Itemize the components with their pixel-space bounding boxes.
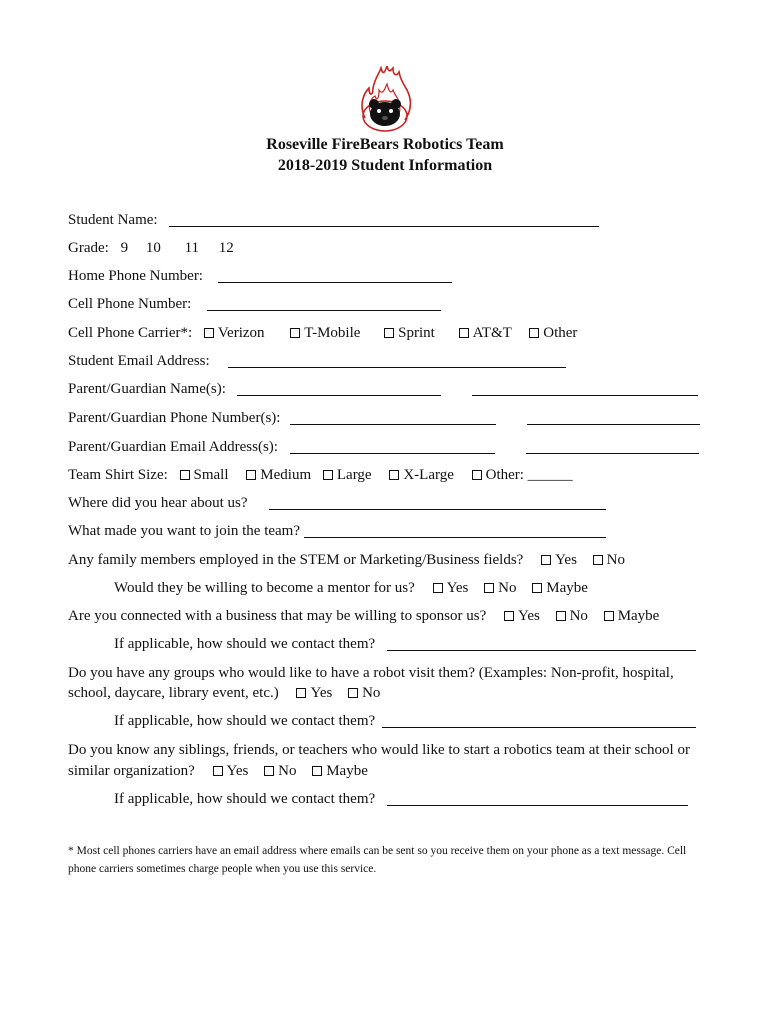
- robot-visit-contact-field[interactable]: [382, 715, 696, 728]
- checkbox-icon[interactable]: [484, 583, 494, 593]
- checkbox-icon[interactable]: [290, 328, 300, 338]
- checkbox-icon[interactable]: [264, 766, 274, 776]
- robot-visit-yes[interactable]: Yes: [296, 685, 332, 701]
- checkbox-icon[interactable]: [433, 583, 443, 593]
- parent-email-field-1[interactable]: [290, 441, 495, 454]
- home-phone-label: Home Phone Number:: [68, 268, 203, 284]
- carrier-option-verizon[interactable]: Verizon: [204, 325, 265, 341]
- sponsor-yes[interactable]: Yes: [504, 608, 540, 624]
- student-email-row: [68, 353, 210, 370]
- mentor-no[interactable]: No: [484, 580, 516, 596]
- shirt-option-medium[interactable]: Medium: [246, 467, 311, 483]
- stem-family-label: Any family members employed in the STEM or Marketing/Business fields?: [68, 552, 524, 568]
- grade-option-11[interactable]: 11: [184, 240, 200, 256]
- robot-visit-label-2: school, daycare, library event, etc.): [68, 685, 279, 701]
- checkbox-icon[interactable]: [323, 470, 333, 480]
- parent-phone-field-2[interactable]: [527, 412, 700, 425]
- checkbox-icon[interactable]: [504, 611, 514, 621]
- checkbox-icon[interactable]: [348, 688, 358, 698]
- cell-carrier-label: Cell Phone Carrier*:: [68, 325, 193, 341]
- shirt-option-large[interactable]: Large: [323, 467, 372, 483]
- hear-about-label: Where did you hear about us?: [68, 495, 248, 511]
- robot-visit-contact-label: If applicable, how should we contact them?: [114, 713, 376, 729]
- parent-emails-label: Parent/Guardian Email Address(s):: [68, 439, 278, 455]
- stem-family-no[interactable]: No: [593, 552, 625, 568]
- hear-about-row: [68, 495, 248, 512]
- mentor-label: Would they be willing to become a mentor for us?: [114, 580, 415, 596]
- checkbox-icon[interactable]: [180, 470, 190, 480]
- firebears-logo: [357, 66, 413, 134]
- cell-carrier-row: [68, 325, 577, 342]
- parent-email-field-2[interactable]: [526, 441, 699, 454]
- cell-phone-row: [68, 296, 191, 313]
- home-phone-row: [68, 268, 203, 285]
- sponsor-no[interactable]: No: [556, 608, 588, 624]
- sponsor-contact-field[interactable]: [387, 638, 696, 651]
- checkbox-icon[interactable]: [246, 470, 256, 480]
- carrier-option-att[interactable]: AT&T: [459, 325, 512, 341]
- student-name-label: Student Name:: [68, 212, 158, 228]
- carrier-option-other[interactable]: Other: [529, 325, 577, 341]
- grade-option-12[interactable]: 12: [218, 240, 234, 256]
- start-team-row-1: [68, 742, 690, 759]
- parent-names-row: [68, 381, 226, 398]
- robot-visit-row-1: [68, 665, 674, 682]
- parent-phones-label: Parent/Guardian Phone Number(s):: [68, 410, 281, 426]
- grade-option-10[interactable]: 10: [145, 240, 161, 256]
- robot-visit-row-2: [68, 685, 380, 702]
- checkbox-icon[interactable]: [593, 555, 603, 565]
- sponsor-contact-row: [114, 636, 375, 653]
- parent-name-field-2[interactable]: [472, 383, 698, 396]
- home-phone-field[interactable]: [218, 270, 452, 283]
- parent-names-label: Parent/Guardian Name(s):: [68, 381, 226, 397]
- hear-about-field[interactable]: [269, 497, 606, 510]
- checkbox-icon[interactable]: [389, 470, 399, 480]
- start-team-contact-row: [114, 791, 375, 808]
- grade-label: Grade:: [68, 240, 109, 256]
- start-team-row-2: [68, 763, 368, 780]
- robot-visit-label-1: Do you have any groups who would like to have a robot visit them? (Examples: Non-profit, hospital,: [68, 665, 674, 681]
- shirt-option-xlarge[interactable]: X-Large: [389, 467, 454, 483]
- sponsor-contact-label: If applicable, how should we contact them?: [114, 636, 376, 652]
- shirt-option-small[interactable]: Small: [180, 467, 229, 483]
- sponsor-label: Are you connected with a business that may be willing to sponsor us?: [68, 608, 487, 624]
- parent-emails-row: [68, 439, 278, 456]
- carrier-option-tmobile[interactable]: T-Mobile: [290, 325, 360, 341]
- checkbox-icon[interactable]: [472, 470, 482, 480]
- checkbox-icon[interactable]: [204, 328, 214, 338]
- grade-row: [68, 240, 234, 257]
- mentor-maybe[interactable]: Maybe: [532, 580, 588, 596]
- stem-family-yes[interactable]: Yes: [541, 552, 577, 568]
- stem-family-row: [68, 552, 625, 569]
- robot-visit-contact-row: [114, 713, 375, 730]
- shirt-option-other[interactable]: Other: ______: [472, 467, 573, 483]
- cell-phone-label: Cell Phone Number:: [68, 296, 192, 312]
- parent-name-field-1[interactable]: [237, 383, 441, 396]
- student-email-field[interactable]: [228, 355, 566, 368]
- shirt-size-label: Team Shirt Size:: [68, 467, 168, 483]
- checkbox-icon[interactable]: [541, 555, 551, 565]
- checkbox-icon[interactable]: [604, 611, 614, 621]
- student-email-label: Student Email Address:: [68, 353, 210, 369]
- start-team-maybe[interactable]: Maybe: [312, 763, 368, 779]
- grade-option-9[interactable]: 9: [120, 240, 129, 256]
- form-title: Roseville FireBears Robotics Team: [266, 136, 504, 153]
- start-team-yes[interactable]: Yes: [213, 763, 249, 779]
- parent-phone-field-1[interactable]: [290, 412, 496, 425]
- why-join-row: [68, 523, 300, 540]
- start-team-no[interactable]: No: [264, 763, 296, 779]
- checkbox-icon[interactable]: [459, 328, 469, 338]
- mentor-yes[interactable]: Yes: [433, 580, 469, 596]
- carrier-option-sprint[interactable]: Sprint: [384, 325, 435, 341]
- carrier-footnote: * Most cell phones carriers have an email address where emails can be sent so you receive them on your phone as a text message. Cell phone carriers sometimes charge people when you use this service.: [68, 845, 687, 875]
- checkbox-icon[interactable]: [296, 688, 306, 698]
- student-name-field[interactable]: [169, 214, 599, 227]
- start-team-contact-field[interactable]: [387, 793, 688, 806]
- start-team-label-2: similar organization?: [68, 763, 195, 779]
- checkbox-icon[interactable]: [312, 766, 322, 776]
- mentor-row: [114, 580, 588, 597]
- checkbox-icon[interactable]: [556, 611, 566, 621]
- shirt-size-row: [68, 467, 573, 484]
- parent-phones-row: [68, 410, 280, 427]
- sponsor-row: [68, 608, 659, 625]
- checkbox-icon[interactable]: [529, 328, 539, 338]
- cell-phone-field[interactable]: [207, 298, 441, 311]
- start-team-contact-label: If applicable, how should we contact them?: [114, 791, 376, 807]
- why-join-field[interactable]: [304, 525, 606, 538]
- why-join-label: What made you want to join the team?: [68, 523, 301, 539]
- start-team-label-1: Do you know any siblings, friends, or teachers who would like to start a robotics team at their school or: [68, 742, 690, 758]
- checkbox-icon[interactable]: [532, 583, 542, 593]
- form-subtitle: 2018-2019 Student Information: [277, 157, 493, 174]
- checkbox-icon[interactable]: [213, 766, 223, 776]
- sponsor-maybe[interactable]: Maybe: [604, 608, 660, 624]
- student-name-row: [68, 212, 158, 229]
- checkbox-icon[interactable]: [384, 328, 394, 338]
- robot-visit-no[interactable]: No: [348, 685, 380, 701]
